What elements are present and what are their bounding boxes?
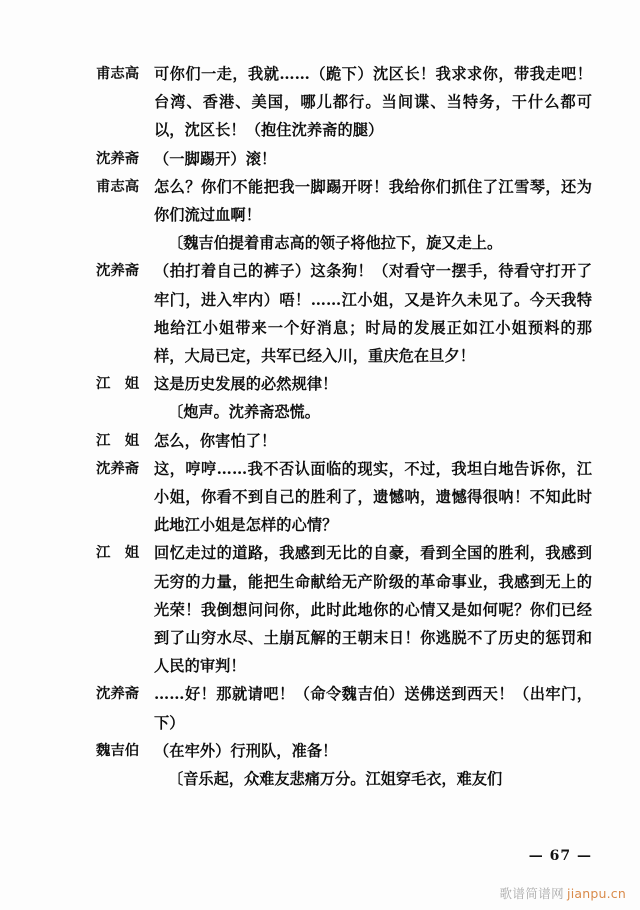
speaker-name: 江 姐: [96, 375, 140, 393]
dialogue-entry: [0, 680, 640, 736]
speaker-name: 甫志高: [96, 65, 140, 82]
dialogue-entry: [0, 737, 640, 765]
dialogue-entry: [0, 257, 640, 370]
dialogue-text: 可你们一走，我就……（跪下）沈区长！我求求你，带我走吧！台湾、香港、美国，哪儿都行。当间谍、当特务，干什么都可以，沈区长！（抱住沈养斋的腿）: [154, 65, 592, 140]
speaker-name: 沈养斋: [96, 262, 140, 280]
stage-direction: 〔炮声。沈养斋恐慌。: [168, 403, 320, 422]
stage-direction: 〔音乐起，众难友悲痛万分。江姐穿毛衣，难友们: [168, 770, 503, 789]
dialogue-entry: [0, 145, 640, 173]
dialogue-entry: [0, 539, 640, 680]
dialogue-text: 怎么，你害怕了！: [154, 431, 277, 450]
dialogue-text: （拍打着自己的裤子）这条狗！（对看守一摆手，待看守打开了牢门，进入牢内）唔！……江小姐，又是许久未见了。今天我特地给江小姐带来一个好消息；时局的发展正如江小姐预料的那样，大局已定，共军已经入川，重庆危在旦夕！: [154, 262, 592, 366]
watermark-site-name: 歌谱简谱网: [499, 886, 565, 901]
speaker-name: 沈养斋: [96, 685, 140, 703]
watermark: [500, 884, 626, 902]
watermark-url: jianpu.cn: [567, 886, 626, 901]
speaker-name: 甫志高: [96, 177, 140, 195]
dialogue-entry: [0, 427, 640, 455]
speaker-name: 江 姐: [96, 544, 140, 562]
dialogue-text: （一脚踢开）滚！: [154, 149, 277, 168]
dialogue-entry: [0, 173, 640, 229]
dialogue-text: 这，哼哼……我不否认面临的现实，不过，我坦白地告诉你，江小姐，你看不到自己的胜利了，遗憾呐，遗憾得很呐！不知此时此地江小姐是怎样的心情？: [154, 459, 592, 535]
speaker-name: 江 姐: [96, 431, 140, 449]
dialogue-text: 这是历史发展的必然规律！: [154, 375, 338, 394]
dialogue-entry: [0, 455, 640, 540]
page-number: — 67 —: [528, 848, 592, 864]
speaker-name: 沈养斋: [96, 149, 140, 167]
script-body: [0, 60, 640, 793]
dialogue-entry: [0, 370, 640, 398]
dialogue-text: ……好！那就请吧！（命令魏吉伯）送佛送到西天！（出牢门，下）: [154, 685, 592, 732]
stage-direction: 〔魏吉伯提着甫志高的领子将他拉下，旋又走上。: [168, 234, 503, 253]
dialogue-entry: [0, 60, 640, 145]
speaker-name: 沈养斋: [96, 459, 140, 477]
dialogue-text: 回忆走过的道路，我感到无比的自豪，看到全国的胜利，我感到无穷的力量，能把生命献给无产阶级的革命事业，我感到无上的光荣！我倒想问问你，此时此地你的心情又是如何呢？你们已经到了山穷水尽、土崩瓦解的王朝末日！你逃脱不了历史的惩罚和人民的审判！: [154, 544, 592, 676]
speaker-name: 魏吉伯: [96, 741, 140, 759]
dialogue-text: （在牢外）行刑队，准备！: [154, 741, 338, 760]
dialogue-text: 怎么？你们不能把我一脚踢开呀！我给你们抓住了江雪琴，还为你们流过血啊！: [154, 177, 592, 225]
